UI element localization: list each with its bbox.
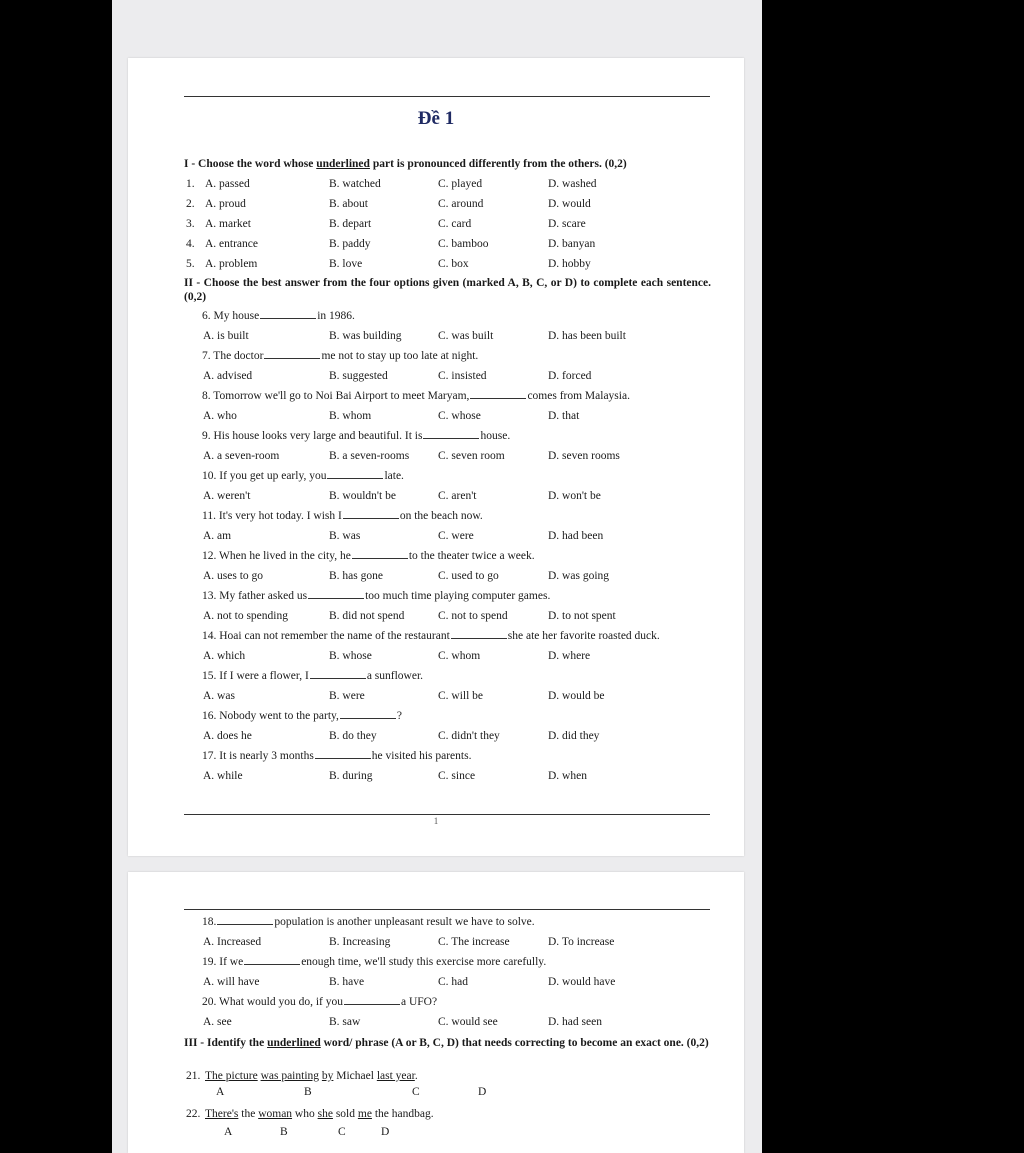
- answer-blank: [310, 668, 366, 679]
- question-stem: [184, 548, 724, 564]
- answer-blank: [423, 428, 479, 439]
- option-c: C. around: [438, 198, 484, 210]
- option-b: B. were: [329, 690, 365, 702]
- option-b: B. during: [329, 770, 373, 782]
- option-c: C. bamboo: [438, 238, 489, 250]
- options-row: [184, 368, 724, 384]
- option-b: B. paddy: [329, 238, 371, 250]
- option-b: B. depart: [329, 218, 372, 230]
- option-a: A. not to spending: [203, 610, 288, 622]
- sentence-part: who: [292, 1108, 318, 1120]
- option-c: C. whom: [438, 650, 481, 662]
- stem-text: [202, 954, 546, 970]
- stem-post: to the theater twice a week.: [408, 550, 535, 562]
- sentence-part: the handbag.: [371, 1108, 434, 1120]
- sentence-part: .: [414, 1070, 418, 1082]
- stem-post: ?: [396, 710, 403, 722]
- option-b: B. saw: [329, 1016, 361, 1028]
- option-c: C. were: [438, 530, 474, 542]
- question-stem: [184, 708, 724, 724]
- stem-text: [202, 708, 402, 724]
- stem-post: in 1986.: [317, 310, 355, 322]
- stem-pre: 15. If I were a flower, I: [202, 670, 309, 682]
- answer-blank: [343, 508, 399, 519]
- stem-pre: 9. His house looks very large and beautiful. It is: [202, 430, 423, 442]
- options-row: [184, 408, 724, 424]
- option-a: A. a seven-room: [203, 450, 280, 462]
- stem-post: population is another unpleasant result we have to solve.: [274, 916, 535, 928]
- answer-blank: [340, 708, 396, 719]
- stem-text: [202, 994, 437, 1010]
- stem-text: [202, 748, 471, 764]
- option-c: C. since: [438, 770, 476, 782]
- answer-letter: A: [216, 1086, 225, 1098]
- option-a: A. who: [203, 410, 237, 422]
- options-row: [184, 934, 724, 950]
- stem-pre: 10. If you get up early, you: [202, 470, 327, 482]
- answer-blank: [344, 994, 400, 1005]
- stem-pre: 13. My father asked us: [202, 590, 308, 602]
- stem-post: me not to stay up too late at night.: [321, 350, 479, 362]
- question-2: [184, 196, 724, 212]
- option-a: A. advised: [203, 370, 253, 382]
- stem-text: [202, 628, 660, 644]
- option-d: D. scare: [548, 218, 586, 230]
- question-number: 21.: [186, 1070, 201, 1082]
- underlined-part: last year: [376, 1070, 415, 1082]
- footer-rule: [184, 814, 710, 815]
- option-a: A. weren't: [203, 490, 251, 502]
- section-1-heading: [184, 157, 711, 171]
- option-d: D. was going: [548, 570, 610, 582]
- option-c: C. not to spend: [438, 610, 508, 622]
- answer-blank: [308, 588, 364, 599]
- options-row: [184, 728, 724, 744]
- option-a: A. will have: [203, 976, 260, 988]
- stem-pre: 7. The doctor: [202, 350, 264, 362]
- stem-text: [202, 388, 630, 404]
- stem-pre: 18.: [202, 916, 217, 928]
- stem-pre: 19. If we: [202, 956, 244, 968]
- option-a: A. market: [205, 218, 251, 230]
- question-stem: [184, 308, 724, 324]
- options-row: [184, 528, 724, 544]
- answer-letter: D: [478, 1086, 487, 1098]
- question-number: 2.: [186, 198, 195, 210]
- options-row: [184, 448, 724, 464]
- stem-post: comes from Malaysia.: [527, 390, 630, 402]
- option-a: A. uses to go: [203, 570, 264, 582]
- stem-text: [202, 348, 478, 364]
- question-stem: [184, 348, 724, 364]
- option-c: C. insisted: [438, 370, 487, 382]
- question-sentence: [205, 1106, 434, 1122]
- option-d: D. has been built: [548, 330, 626, 342]
- section-3-heading: [184, 1036, 711, 1050]
- question-4: [184, 236, 724, 252]
- option-c: C. played: [438, 178, 483, 190]
- heading-text: I - Choose the word whose: [184, 158, 317, 170]
- options-row: [184, 974, 724, 990]
- question-22: [184, 1106, 724, 1122]
- question-21: [184, 1068, 724, 1084]
- stem-post: enough time, we'll study this exercise more carefully.: [301, 956, 547, 968]
- option-d: D. would have: [548, 976, 616, 988]
- option-c: C. would see: [438, 1016, 498, 1028]
- answer-letter: A: [224, 1126, 233, 1138]
- option-c: C. didn't they: [438, 730, 500, 742]
- question-stem: [184, 628, 724, 644]
- stem-text: [202, 308, 355, 324]
- answer-letters: [184, 1086, 724, 1102]
- option-d: D. won't be: [548, 490, 601, 502]
- option-b: B. wouldn't be: [329, 490, 396, 502]
- question-5: [184, 256, 724, 272]
- stem-text: [202, 588, 550, 604]
- stem-post: she ate her favorite roasted duck.: [507, 630, 660, 642]
- document-page-1: [128, 58, 744, 856]
- stem-pre: 12. When he lived in the city, he: [202, 550, 351, 562]
- option-c: C. will be: [438, 690, 484, 702]
- question-stem: [184, 748, 724, 764]
- heading-underlined: underlined: [267, 1037, 321, 1049]
- stem-post: late.: [384, 470, 404, 482]
- stem-pre: 20. What would you do, if you: [202, 996, 343, 1008]
- heading-underlined: underlined: [316, 158, 370, 170]
- option-d: D. banyan: [548, 238, 596, 250]
- option-b: B. do they: [329, 730, 377, 742]
- options-row: [184, 488, 724, 504]
- question-stem: [184, 588, 724, 604]
- question-sentence: [205, 1068, 418, 1084]
- page-title: Đề 1: [417, 108, 455, 129]
- option-b: B. whose: [329, 650, 372, 662]
- question-stem: [184, 388, 724, 404]
- option-d: D. would be: [548, 690, 605, 702]
- stem-pre: 6. My house: [202, 310, 260, 322]
- stem-post: house.: [480, 430, 511, 442]
- answer-blank: [217, 914, 273, 925]
- answer-blank: [352, 548, 408, 559]
- option-d: D. washed: [548, 178, 597, 190]
- option-b: B. have: [329, 976, 365, 988]
- underlined-part: The picture: [205, 1070, 258, 1082]
- answer-blank: [451, 628, 507, 639]
- question-number: 5.: [186, 258, 195, 270]
- question-number: 1.: [186, 178, 195, 190]
- underlined-part: me: [357, 1108, 372, 1120]
- header-rule: [184, 96, 710, 97]
- answer-blank: [470, 388, 526, 399]
- option-c: C. had: [438, 976, 469, 988]
- question-number: 3.: [186, 218, 195, 230]
- option-a: A. see: [203, 1016, 232, 1028]
- sentence-part: the: [238, 1108, 259, 1120]
- page-number: 1: [433, 816, 439, 826]
- underlined-part: woman: [258, 1108, 293, 1120]
- sentence-part: sold: [332, 1108, 358, 1120]
- option-c: C. whose: [438, 410, 481, 422]
- option-a: A. problem: [205, 258, 258, 270]
- sentence-part: Michael: [333, 1070, 377, 1082]
- underlined-part: was painting: [260, 1070, 320, 1082]
- question-3: [184, 216, 724, 232]
- option-d: D. where: [548, 650, 591, 662]
- option-d: D. to not spent: [548, 610, 616, 622]
- question-stem: [184, 668, 724, 684]
- option-a: A. am: [203, 530, 232, 542]
- answer-letter: D: [381, 1126, 390, 1138]
- option-b: B. has gone: [329, 570, 383, 582]
- answer-blank: [244, 954, 300, 965]
- option-d: D. had been: [548, 530, 604, 542]
- option-c: C. was built: [438, 330, 494, 342]
- underlined-part: There's: [205, 1108, 239, 1120]
- option-d: D. To increase: [548, 936, 615, 948]
- stem-text: [202, 668, 423, 684]
- option-c: C. The increase: [438, 936, 510, 948]
- stem-text: [202, 508, 483, 524]
- option-a: A. which: [203, 650, 246, 662]
- answer-blank: [264, 348, 320, 359]
- question-stem: [184, 428, 724, 444]
- option-a: A. was: [203, 690, 235, 702]
- stem-pre: 14. Hoai can not remember the name of the restaurant: [202, 630, 450, 642]
- answer-letter: C: [338, 1126, 346, 1138]
- stem-text: [202, 548, 535, 564]
- option-d: D. when: [548, 770, 587, 782]
- option-c: C. card: [438, 218, 472, 230]
- option-b: B. love: [329, 258, 363, 270]
- stem-text: [202, 914, 535, 930]
- option-b: B. about: [329, 198, 368, 210]
- stem-post: a sunflower.: [366, 670, 424, 682]
- answer-letter: B: [304, 1086, 312, 1098]
- stem-pre: 8. Tomorrow we'll go to Noi Bai Airport to meet Maryam,: [202, 390, 470, 402]
- option-d: D. would: [548, 198, 591, 210]
- option-c: C. box: [438, 258, 469, 270]
- option-b: B. was building: [329, 330, 402, 342]
- section-2-heading: II - Choose the best answer from the four options given (marked A, B, C, or D) to complete each sentence. (0,2): [184, 277, 711, 303]
- option-d: D. hobby: [548, 258, 591, 270]
- option-b: B. suggested: [329, 370, 388, 382]
- option-c: C. aren't: [438, 490, 477, 502]
- option-b: B. did not spend: [329, 610, 405, 622]
- answer-letters: [184, 1126, 724, 1142]
- underlined-part: she: [317, 1108, 333, 1120]
- question-number: 4.: [186, 238, 195, 250]
- option-a: A. does he: [203, 730, 252, 742]
- option-c: C. seven room: [438, 450, 505, 462]
- stem-post: on the beach now.: [399, 510, 483, 522]
- heading-text: III - Identify the: [184, 1037, 268, 1049]
- option-b: B. was: [329, 530, 361, 542]
- option-d: D. had seen: [548, 1016, 602, 1028]
- options-row: [184, 768, 724, 784]
- question-stem: [184, 954, 724, 970]
- option-d: D. that: [548, 410, 580, 422]
- heading-text: word/ phrase (A or B, C, D) that needs correcting to become an exact one. (0,2): [320, 1037, 709, 1049]
- answer-letter: C: [412, 1086, 420, 1098]
- stem-text: [202, 468, 404, 484]
- stem-post: a UFO?: [400, 996, 438, 1008]
- question-1: [184, 176, 724, 192]
- option-b: B. Increasing: [329, 936, 391, 948]
- header-rule: [184, 909, 710, 910]
- options-row: [184, 1014, 724, 1030]
- option-b: B. a seven-rooms: [329, 450, 410, 462]
- underlined-part: by: [321, 1070, 334, 1082]
- stem-pre: 11. It's very hot today. I wish I: [202, 510, 342, 522]
- stem-pre: 17. It is nearly 3 months: [202, 750, 314, 762]
- options-row: [184, 328, 724, 344]
- options-row: [184, 608, 724, 624]
- option-a: A. entrance: [205, 238, 258, 250]
- stem-text: [202, 428, 510, 444]
- stem-post: too much time playing computer games.: [365, 590, 551, 602]
- question-number: 22.: [186, 1108, 201, 1120]
- question-stem: [184, 468, 724, 484]
- option-a: A. proud: [205, 198, 246, 210]
- heading-text: part is pronounced differently from the others. (0,2): [369, 158, 627, 170]
- option-b: B. whom: [329, 410, 372, 422]
- option-d: D. seven rooms: [548, 450, 620, 462]
- option-d: D. forced: [548, 370, 592, 382]
- stem-pre: 16. Nobody went to the party,: [202, 710, 339, 722]
- option-a: A. Increased: [203, 936, 262, 948]
- answer-blank: [315, 748, 371, 759]
- options-row: [184, 648, 724, 664]
- options-row: [184, 688, 724, 704]
- stem-post: he visited his parents.: [371, 750, 472, 762]
- option-c: C. used to go: [438, 570, 499, 582]
- question-stem: [184, 508, 724, 524]
- option-d: D. did they: [548, 730, 600, 742]
- option-a: A. is built: [203, 330, 249, 342]
- option-a: A. passed: [205, 178, 250, 190]
- option-b: B. watched: [329, 178, 381, 190]
- document-page-2: [128, 872, 744, 1153]
- answer-blank: [327, 468, 383, 479]
- question-stem: [184, 914, 724, 930]
- answer-blank: [260, 308, 316, 319]
- question-stem: [184, 994, 724, 1010]
- options-row: [184, 568, 724, 584]
- answer-letter: B: [280, 1126, 288, 1138]
- option-a: A. while: [203, 770, 243, 782]
